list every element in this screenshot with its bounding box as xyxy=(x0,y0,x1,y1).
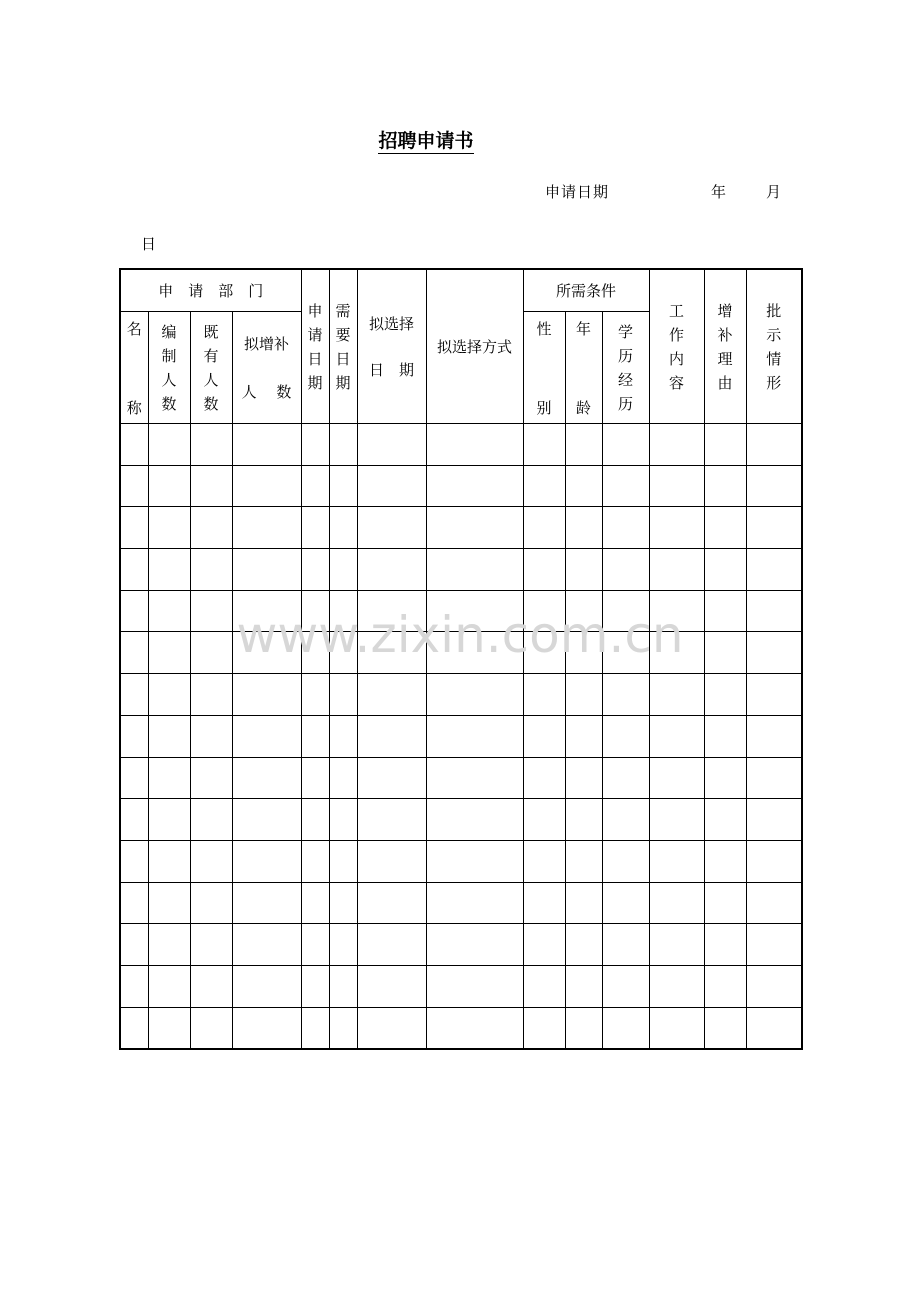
table-cell[interactable] xyxy=(523,840,565,882)
table-cell[interactable] xyxy=(148,674,190,716)
table-cell[interactable] xyxy=(190,799,232,841)
table-cell[interactable] xyxy=(523,465,565,507)
table-cell[interactable] xyxy=(426,632,523,674)
table-cell[interactable] xyxy=(746,549,802,591)
table-cell[interactable] xyxy=(746,424,802,466)
table-cell[interactable] xyxy=(704,590,746,632)
table-cell[interactable] xyxy=(357,465,426,507)
table-cell[interactable] xyxy=(301,799,329,841)
table-cell[interactable] xyxy=(602,1007,649,1049)
table-cell[interactable] xyxy=(301,424,329,466)
need-date-header: 需 要 日 期 xyxy=(329,269,357,424)
table-cell[interactable] xyxy=(301,549,329,591)
table-cell[interactable] xyxy=(602,465,649,507)
table-cell[interactable] xyxy=(746,757,802,799)
table-cell[interactable] xyxy=(649,757,704,799)
table-cell[interactable] xyxy=(426,590,523,632)
table-cell[interactable] xyxy=(746,924,802,966)
table-cell[interactable] xyxy=(120,882,148,924)
table-cell[interactable] xyxy=(357,715,426,757)
table-cell[interactable] xyxy=(523,757,565,799)
table-cell[interactable] xyxy=(565,840,602,882)
table-cell[interactable] xyxy=(357,840,426,882)
table-cell[interactable] xyxy=(602,674,649,716)
table-cell[interactable] xyxy=(649,715,704,757)
table-cell[interactable] xyxy=(523,549,565,591)
table-cell[interactable] xyxy=(329,465,357,507)
table-cell[interactable] xyxy=(120,715,148,757)
table-cell[interactable] xyxy=(120,674,148,716)
table-cell[interactable] xyxy=(301,924,329,966)
table-cell[interactable] xyxy=(602,840,649,882)
table-cell[interactable] xyxy=(746,1007,802,1049)
table-cell[interactable] xyxy=(565,799,602,841)
table-cell[interactable] xyxy=(120,424,148,466)
table-cell[interactable] xyxy=(523,799,565,841)
table-cell[interactable] xyxy=(190,757,232,799)
table-cell[interactable] xyxy=(602,799,649,841)
table-cell[interactable] xyxy=(301,1007,329,1049)
table-cell[interactable] xyxy=(649,590,704,632)
table-cell[interactable] xyxy=(523,715,565,757)
table-row xyxy=(120,715,802,757)
table-cell[interactable] xyxy=(190,465,232,507)
table-cell[interactable] xyxy=(426,465,523,507)
table-row xyxy=(120,1007,802,1049)
table-cell[interactable] xyxy=(329,1007,357,1049)
table-cell[interactable] xyxy=(565,882,602,924)
table-cell[interactable] xyxy=(329,507,357,549)
table-cell[interactable] xyxy=(232,507,301,549)
table-cell[interactable] xyxy=(148,632,190,674)
table-cell[interactable] xyxy=(602,882,649,924)
table-cell[interactable] xyxy=(190,549,232,591)
table-cell[interactable] xyxy=(301,715,329,757)
table-cell[interactable] xyxy=(190,965,232,1007)
table-cell[interactable] xyxy=(602,424,649,466)
table-cell[interactable] xyxy=(523,632,565,674)
table-cell[interactable] xyxy=(704,632,746,674)
table-cell[interactable] xyxy=(329,549,357,591)
table-cell[interactable] xyxy=(232,674,301,716)
table-cell[interactable] xyxy=(565,924,602,966)
table-cell[interactable] xyxy=(148,465,190,507)
table-cell[interactable] xyxy=(602,965,649,1007)
table-cell[interactable] xyxy=(120,965,148,1007)
table-cell[interactable] xyxy=(602,590,649,632)
apply-date-header: 申 请 日 期 xyxy=(301,269,329,424)
table-cell[interactable] xyxy=(649,674,704,716)
table-cell[interactable] xyxy=(120,757,148,799)
table-cell[interactable] xyxy=(190,840,232,882)
table-cell[interactable] xyxy=(602,507,649,549)
table-row xyxy=(120,507,802,549)
date-year-label: 年 xyxy=(711,183,727,201)
table-cell[interactable] xyxy=(329,424,357,466)
table-cell[interactable] xyxy=(746,882,802,924)
quota-header: 编 制 人 数 xyxy=(148,312,190,424)
table-cell[interactable] xyxy=(523,507,565,549)
table-cell[interactable] xyxy=(746,465,802,507)
table-cell[interactable] xyxy=(565,632,602,674)
table-cell[interactable] xyxy=(565,549,602,591)
table-cell[interactable] xyxy=(148,840,190,882)
table-cell[interactable] xyxy=(523,674,565,716)
table-cell[interactable] xyxy=(120,924,148,966)
table-cell[interactable] xyxy=(523,590,565,632)
table-cell[interactable] xyxy=(190,507,232,549)
approval-header: 批 示 情 形 xyxy=(746,269,802,424)
table-cell[interactable] xyxy=(301,590,329,632)
table-cell[interactable] xyxy=(190,674,232,716)
date-label: 申请日期 xyxy=(545,183,610,201)
table-cell[interactable] xyxy=(232,590,301,632)
table-cell[interactable] xyxy=(357,757,426,799)
table-cell[interactable] xyxy=(329,965,357,1007)
table-cell[interactable] xyxy=(746,632,802,674)
table-cell[interactable] xyxy=(301,507,329,549)
table-cell[interactable] xyxy=(565,757,602,799)
table-cell[interactable] xyxy=(649,840,704,882)
table-row xyxy=(120,674,802,716)
table-cell[interactable] xyxy=(148,799,190,841)
table-row xyxy=(120,590,802,632)
table-cell[interactable] xyxy=(148,507,190,549)
table-cell[interactable] xyxy=(704,965,746,1007)
table-cell[interactable] xyxy=(232,840,301,882)
table-cell[interactable] xyxy=(704,674,746,716)
table-cell[interactable] xyxy=(565,715,602,757)
table-cell[interactable] xyxy=(120,465,148,507)
table-cell[interactable] xyxy=(232,715,301,757)
table-cell[interactable] xyxy=(232,424,301,466)
table-cell[interactable] xyxy=(120,632,148,674)
table-cell[interactable] xyxy=(649,507,704,549)
table-cell[interactable] xyxy=(649,549,704,591)
table-cell[interactable] xyxy=(329,674,357,716)
table-row xyxy=(120,757,802,799)
table-cell[interactable] xyxy=(329,715,357,757)
gender-header: 性 别 xyxy=(523,312,565,424)
table-row xyxy=(120,632,802,674)
reason-header: 增 补 理 由 xyxy=(704,269,746,424)
existing-header: 既 有 人 数 xyxy=(190,312,232,424)
table-cell[interactable] xyxy=(649,924,704,966)
table-cell[interactable] xyxy=(565,965,602,1007)
table-cell[interactable] xyxy=(357,632,426,674)
date-month-label: 月 xyxy=(766,183,782,201)
conditions-group-header: 所需条件 xyxy=(523,269,649,312)
table-cell[interactable] xyxy=(704,882,746,924)
table-cell[interactable] xyxy=(357,924,426,966)
table-cell[interactable] xyxy=(704,507,746,549)
table-cell[interactable] xyxy=(232,799,301,841)
education-header: 学 历 经 历 xyxy=(602,312,649,424)
table-cell[interactable] xyxy=(565,424,602,466)
dept-group-header: 申 请 部 门 xyxy=(120,269,301,312)
table-cell[interactable] xyxy=(190,924,232,966)
table-cell[interactable] xyxy=(523,882,565,924)
table-cell[interactable] xyxy=(746,674,802,716)
table-row xyxy=(120,840,802,882)
table-cell[interactable] xyxy=(426,799,523,841)
work-content-header: 工 作 内 容 xyxy=(649,269,704,424)
table-cell[interactable] xyxy=(301,632,329,674)
selection-date-header: 拟选择 日 期 xyxy=(357,269,426,424)
table-cell[interactable] xyxy=(565,465,602,507)
table-cell[interactable] xyxy=(649,424,704,466)
table-cell[interactable] xyxy=(523,965,565,1007)
table-cell[interactable] xyxy=(357,799,426,841)
table-cell[interactable] xyxy=(148,424,190,466)
table-cell[interactable] xyxy=(426,965,523,1007)
table-cell[interactable] xyxy=(523,424,565,466)
table-cell[interactable] xyxy=(190,715,232,757)
table-cell[interactable] xyxy=(148,590,190,632)
table-cell[interactable] xyxy=(329,882,357,924)
table-cell[interactable] xyxy=(704,715,746,757)
table-cell[interactable] xyxy=(602,924,649,966)
table-row xyxy=(120,882,802,924)
table-cell[interactable] xyxy=(357,590,426,632)
table-cell[interactable] xyxy=(148,715,190,757)
table-row xyxy=(120,924,802,966)
table-row xyxy=(120,965,802,1007)
table-cell[interactable] xyxy=(704,465,746,507)
document-title: 招聘申请书 xyxy=(378,130,474,152)
table-cell[interactable] xyxy=(190,1007,232,1049)
table-cell[interactable] xyxy=(301,965,329,1007)
table-cell[interactable] xyxy=(232,465,301,507)
table-cell[interactable] xyxy=(649,465,704,507)
table-cell[interactable] xyxy=(602,549,649,591)
table-cell[interactable] xyxy=(301,674,329,716)
table-cell[interactable] xyxy=(329,757,357,799)
table-cell[interactable] xyxy=(190,590,232,632)
table-cell[interactable] xyxy=(301,757,329,799)
recruitment-table xyxy=(119,268,803,1050)
table-cell[interactable] xyxy=(357,507,426,549)
table-cell[interactable] xyxy=(190,424,232,466)
table-cell[interactable] xyxy=(704,424,746,466)
table-cell[interactable] xyxy=(120,590,148,632)
table-cell[interactable] xyxy=(190,632,232,674)
table-cell[interactable] xyxy=(426,1007,523,1049)
name-header: 名 称 xyxy=(120,312,148,424)
table-cell[interactable] xyxy=(649,799,704,841)
table-cell[interactable] xyxy=(704,840,746,882)
add-count-header: 拟增补 人 数 xyxy=(232,312,301,424)
table-cell[interactable] xyxy=(523,924,565,966)
table-cell[interactable] xyxy=(301,465,329,507)
watermark: www.zixin.com.cn xyxy=(236,606,684,664)
table-cell[interactable] xyxy=(565,590,602,632)
table-cell[interactable] xyxy=(602,632,649,674)
table-cell[interactable] xyxy=(426,924,523,966)
selection-method-header: 拟选择方式 xyxy=(426,269,523,424)
table-cell[interactable] xyxy=(232,549,301,591)
table-cell[interactable] xyxy=(704,924,746,966)
table-row xyxy=(120,465,802,507)
table-cell[interactable] xyxy=(232,924,301,966)
age-header: 年 龄 xyxy=(565,312,602,424)
table-cell[interactable] xyxy=(148,1007,190,1049)
table-cell[interactable] xyxy=(232,965,301,1007)
table-cell[interactable] xyxy=(426,882,523,924)
table-cell[interactable] xyxy=(148,882,190,924)
table-cell[interactable] xyxy=(746,965,802,1007)
table-row xyxy=(120,549,802,591)
table-cell[interactable] xyxy=(148,924,190,966)
table-cell[interactable] xyxy=(565,507,602,549)
date-day-label: 日 xyxy=(141,235,157,253)
table-cell[interactable] xyxy=(357,965,426,1007)
table-cell[interactable] xyxy=(746,715,802,757)
table-cell[interactable] xyxy=(148,757,190,799)
table-cell[interactable] xyxy=(565,1007,602,1049)
table-cell[interactable] xyxy=(649,965,704,1007)
table-row xyxy=(120,424,802,466)
table-cell[interactable] xyxy=(120,1007,148,1049)
table-cell[interactable] xyxy=(704,799,746,841)
table-cell[interactable] xyxy=(426,757,523,799)
table-cell[interactable] xyxy=(602,715,649,757)
table-cell[interactable] xyxy=(426,840,523,882)
table-cell[interactable] xyxy=(602,757,649,799)
table-cell[interactable] xyxy=(746,590,802,632)
table-cell[interactable] xyxy=(426,715,523,757)
table-cell[interactable] xyxy=(232,757,301,799)
table-cell[interactable] xyxy=(232,882,301,924)
table-cell[interactable] xyxy=(704,549,746,591)
table-cell[interactable] xyxy=(232,632,301,674)
table-cell[interactable] xyxy=(329,632,357,674)
table-cell[interactable] xyxy=(523,1007,565,1049)
table-cell[interactable] xyxy=(649,882,704,924)
table-cell[interactable] xyxy=(426,549,523,591)
table-cell[interactable] xyxy=(426,674,523,716)
table-cell[interactable] xyxy=(649,1007,704,1049)
table-cell[interactable] xyxy=(148,965,190,1007)
table-cell[interactable] xyxy=(329,590,357,632)
table-cell[interactable] xyxy=(746,840,802,882)
table-cell[interactable] xyxy=(649,632,704,674)
table-cell[interactable] xyxy=(301,840,329,882)
table-cell[interactable] xyxy=(329,840,357,882)
table-cell[interactable] xyxy=(120,507,148,549)
table-cell[interactable] xyxy=(190,882,232,924)
table-cell[interactable] xyxy=(357,549,426,591)
table-cell[interactable] xyxy=(357,674,426,716)
table-cell[interactable] xyxy=(120,549,148,591)
table-cell[interactable] xyxy=(329,799,357,841)
table-cell[interactable] xyxy=(426,507,523,549)
table-cell[interactable] xyxy=(357,882,426,924)
table-cell[interactable] xyxy=(746,507,802,549)
table-cell[interactable] xyxy=(232,1007,301,1049)
table-cell[interactable] xyxy=(120,799,148,841)
table-cell[interactable] xyxy=(357,424,426,466)
table-cell[interactable] xyxy=(357,1007,426,1049)
table-cell[interactable] xyxy=(120,840,148,882)
table-cell[interactable] xyxy=(329,924,357,966)
table-cell[interactable] xyxy=(301,882,329,924)
table-cell[interactable] xyxy=(148,549,190,591)
table-cell[interactable] xyxy=(426,424,523,466)
table-cell[interactable] xyxy=(704,1007,746,1049)
table-cell[interactable] xyxy=(746,799,802,841)
table-cell[interactable] xyxy=(704,757,746,799)
table-row xyxy=(120,799,802,841)
table-cell[interactable] xyxy=(565,674,602,716)
